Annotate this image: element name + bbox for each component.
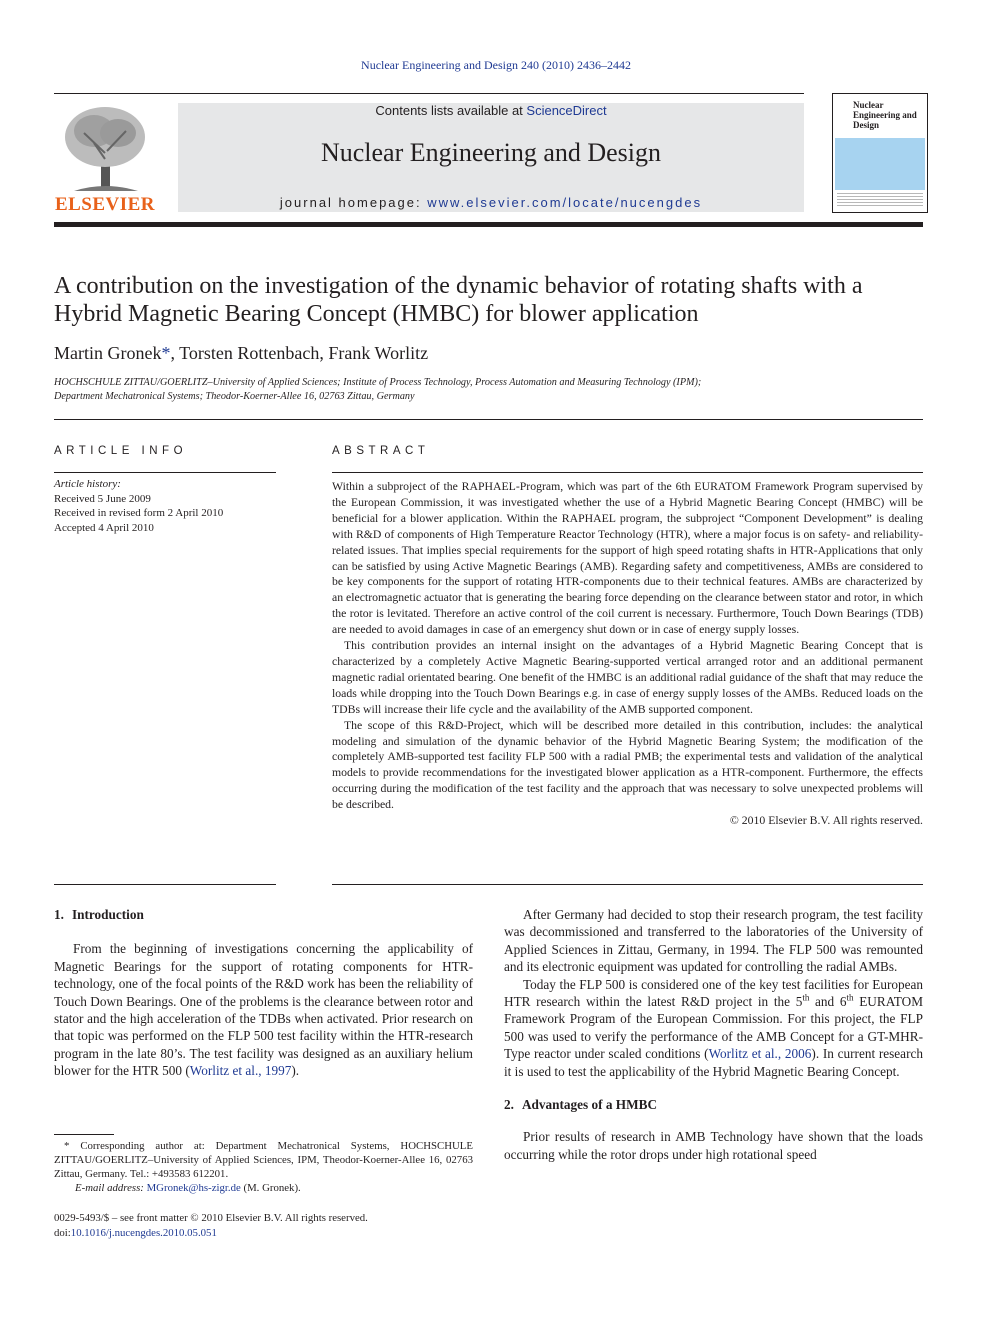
section-1-paragraph-1-end: ). <box>291 1063 300 1079</box>
abstract-paragraph-2: This contribution provides an internal insight on the advantages of a Hybrid Magnetic Bearing Concept that is characterized by a completely Active Magnetic Bearing-supported vertical arranged rotor and an additional permanent magnetic radial orientated bearing. One benefit of the HMBC is an additional radial guidance of the shaft that may reduce the loads while dropping into the Touch Down Bearings e.g. in case of energy supply losses of the AMBs. Reduced loads on the TDBs will increase their life cycle and the availability of the AMB supported component. <box>332 639 923 716</box>
section-1-title: Introduction <box>71 907 144 922</box>
sciencedirect-link[interactable]: ScienceDirect <box>526 103 607 118</box>
section-1-paragraph-1 <box>54 940 473 1079</box>
corresponding-author-mark[interactable]: * <box>161 343 171 363</box>
affiliation-line-2: Department Mechatronical Systems; Theodor-Koerner-Allee 16, 02763 Zittau, Germany <box>54 391 415 402</box>
front-matter-info <box>54 1211 368 1241</box>
footnote-rule <box>54 1134 114 1135</box>
right-column <box>504 906 923 1163</box>
right-paragraph-2 <box>504 976 923 1080</box>
left-column <box>54 906 473 1080</box>
section-2-heading <box>504 1096 923 1113</box>
article-title: A contribution on the investigation of the dynamic behavior of rotating shafts with a Hybrid Magnetic Bearing Concept (HMBC) for blower application <box>54 273 863 327</box>
elsevier-logo-text: ELSEVIER <box>54 194 156 215</box>
journal-citation: Nuclear Engineering and Design 240 (2010) 2436–2442 <box>361 58 631 72</box>
ref-worlitz-2006[interactable]: Worlitz et al., 2006 <box>708 1046 812 1062</box>
header-top-rule <box>54 93 804 94</box>
article-history <box>54 477 223 535</box>
abstract-paragraph-1: Within a subproject of the RAPHAEL-Program, which was part of the 6th EURATOM Framework Program supervised by the European Commission, it was investigated whether the use of a Hybrid Magnetic Bearing Concept (HMBC) will be beneficial for a blower application. Within the RAPHAEL program, the subproject “Component Development” is dealing with R&D of components of High Temperature Reactor Technology (HTR), where a major focus is on safety- and reliability-related issues. That implies special requirements for the support of high speed rotating shafts in HTR-Applications that only can be satisfied by using Active Magnetic Bearings (AMB). Regarding safety and competitiveness, AMBs are considered to be key components for the support of rotating HTR-components due to their technical features. AMBs are characterized by an electromagnetic actuator that is generating the bearing force depending on the clearance between stator and rotor, in which the rotor is levitated. Therefore an active control of the coil current is necessary. Furthermore, Touch Down Bearings (TDB) are needed to avoid damages in case of an emergency shut down or in case of energy supply losses. <box>332 480 923 637</box>
abstract-paragraph-3: The scope of this R&D-Project, which will be described more detailed in this contribution, includes: the analytical modeling and simulation of the dynamic behavior of the Hybrid Magnetic Bearing System; the modification of the completely AMB-supported test facility FLP 500 with a radial PMB; the experimental tests and validation of the analytical models to provide recommendations for the investigated blower application as a HTR-component. Furthermore, the effects occurring during the modification of the test facility and the approach that was necessary to solve unexpected problems will be described. <box>332 718 923 812</box>
superscript-th-2: th <box>846 992 854 1003</box>
section-2-paragraph-1: Prior results of research in AMB Technology have shown that the loads occurring while the rotor drops under high rotational speed <box>504 1129 923 1162</box>
issn-line: 0029-5493/$ – see front matter © 2010 Elsevier B.V. All rights reserved. <box>54 1212 368 1224</box>
article-info-rule <box>54 472 276 473</box>
journal-cover-thumbnail <box>832 93 928 213</box>
right-paragraph-2-a: Today the FLP 500 is considered one of the key test facilities for European HTR research within the latest R&D project in the 5 <box>504 976 923 1010</box>
right-paragraph-2-d: ). In current research it is used to test the applicability of the Hybrid Magnetic Bearing Concept. <box>504 1046 923 1079</box>
section-2-title: Advantages of a HMBC <box>521 1097 658 1113</box>
journal-title: Nuclear Engineering and Design <box>320 138 662 167</box>
email-label: E-mail address: <box>75 1182 147 1194</box>
affiliation-line-1: HOCHSCHULE ZITTAU/GOERLITZ–University of Applied Sciences; Institute of Process Technology, Process Automation and Measuring Technology (IPM); <box>54 377 702 388</box>
abstract-rule <box>332 472 923 473</box>
authors-rest: , Torsten Rottenbach, Frank Worlitz <box>170 343 429 363</box>
abstract-text <box>332 479 923 829</box>
contents-line <box>178 103 804 118</box>
section-1-number: 1. <box>54 907 64 922</box>
footnote-text: Corresponding author at: Department Mechatronical Systems, HOCHSCHULE ZITTAU/GOERLITZ–University of Applied Sciences, IPM, Theodor-Koerner-Allee 16, 02763 Zittau, Germany. Tel.: +493583 612201. <box>54 1140 473 1180</box>
article-info-bottom-rule <box>54 884 276 885</box>
doi-link[interactable]: 10.1016/j.nucengdes.2010.05.051 <box>70 1227 217 1239</box>
cover-title: Nuclear Engineering and Design <box>853 100 917 130</box>
contents-prefix: Contents lists available at <box>375 103 527 118</box>
right-paragraph-1: After Germany had decided to stop their research program, the test facility was decommissioned and transferred to the laboratories of the University of Applied Sciences in Zittau, Germany, in 1994. The FLP 500 was remounted and its electronic equipment was updated for controlling the radial AMBs. <box>504 907 923 975</box>
doi-prefix: doi: <box>54 1227 71 1239</box>
revised-date: Received in revised form 2 April 2010 <box>54 507 224 519</box>
right-paragraph-2-c: EURATOM Framework Program of the European Commission. For this project, the FLP 500 was used to verify the performance of the AMB Concept for a GT-MHR-Type reactor under scaled conditions ( <box>504 994 923 1062</box>
header-bottom-rule <box>54 222 923 227</box>
abstract-heading: ABSTRACT <box>332 445 430 457</box>
ref-worlitz-1997[interactable]: Worlitz et al., 1997 <box>189 1063 292 1079</box>
section-1-paragraph-1-text: From the beginning of investigations concerning the applicability of Magnetic Bearings for the support of rotating components for HTR-technology, one of the focal points of the R&D work has been the reliability of Touch Down Bearings. One of the problems is the clearance between rotor and stator and the high acceleration of the TDBs when activated. Prior research on that topic was performed on the FLP 500 test facility within the HTR-research program in the late 80’s. The test facility was designed as an auxiliary helium blower for the HTR 500 ( <box>54 941 473 1079</box>
received-date: Received 5 June 2009 <box>54 492 151 505</box>
cover-text-lines <box>837 193 923 207</box>
accepted-date: Accepted 4 April 2010 <box>54 521 154 534</box>
title-rule <box>54 419 923 420</box>
footnote-mark: * <box>64 1140 70 1152</box>
homepage-prefix: journal homepage: <box>279 195 428 210</box>
superscript-th-1: th <box>802 992 810 1003</box>
journal-homepage <box>178 195 804 210</box>
corresponding-author-footnote <box>54 1139 473 1195</box>
section-2-number: 2. <box>504 1097 514 1113</box>
homepage-link[interactable]: www.elsevier.com/locate/nucengdes <box>427 195 703 210</box>
author-list <box>54 343 428 364</box>
right-paragraph-2-b: and 6 <box>809 994 847 1010</box>
cover-image <box>835 138 925 190</box>
article-info-heading: ARTICLE INFO <box>54 445 188 457</box>
email-link[interactable]: MGronek@hs-zigr.de <box>146 1182 241 1194</box>
email-suffix: (M. Gronek). <box>240 1182 301 1194</box>
abstract-copyright: © 2010 Elsevier B.V. All rights reserved. <box>729 814 923 828</box>
abstract-bottom-rule <box>332 884 923 885</box>
section-1-heading <box>54 906 473 923</box>
author-1: Martin Gronek <box>54 343 162 363</box>
affiliation <box>54 376 904 404</box>
history-label: Article history: <box>54 478 121 490</box>
